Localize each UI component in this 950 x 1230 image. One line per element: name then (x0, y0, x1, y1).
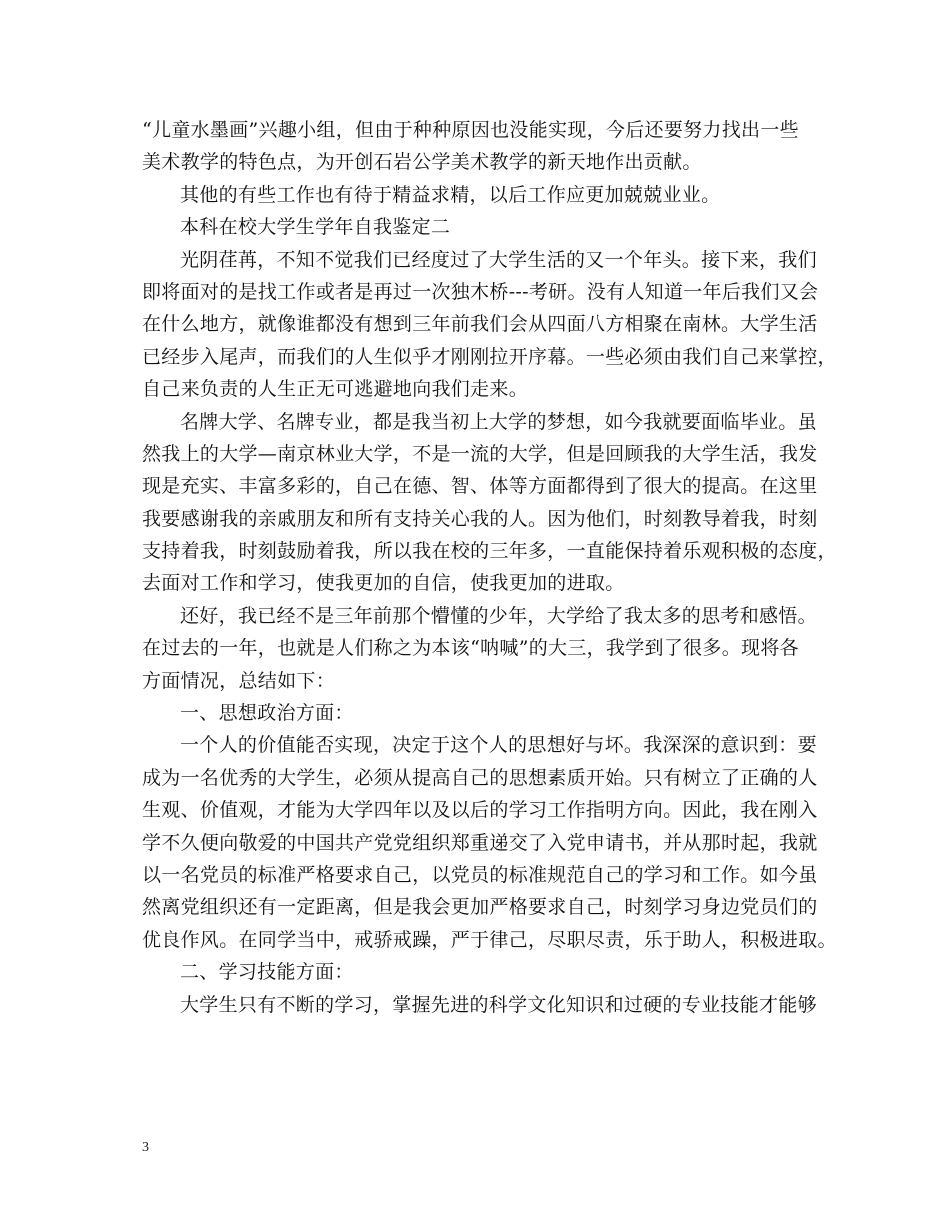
text-line: 我要感谢我的亲戚朋友和所有支持关心我的人。因为他们，时刻教导着我，时刻 (142, 507, 818, 530)
text-line: 即将面对的是找工作或者是再过一次独木桥---考研。没有人知道一年后我们又会 (142, 280, 819, 303)
text-line: 支持着我，时刻鼓励着我，所以我在校的三年多，一直能保持着乐观积极的态度， (142, 540, 837, 563)
text-line: 现是充实、丰富多彩的，自己在德、智、体等方面都得到了很大的提高。在这里 (142, 475, 818, 498)
text-line: 学不久便向敬爱的中国共产党党组织郑重递交了入党申请书，并从那时起，我就 (142, 831, 818, 854)
text-line: 然离党组织还有一定距离，但是我会更加严格要求自己，时刻学习身边党员们的 (142, 896, 818, 919)
text-line: 本科在校大学生学年自我鉴定二 (180, 216, 451, 239)
text-line: 其他的有些工作也有待于精益求精，以后工作应更加兢兢业业。 (180, 183, 721, 206)
document-body (142, 114, 837, 1021)
text-line: 光阴荏苒，不知不觉我们已经度过了大学生活的又一个年头。接下来，我们 (180, 248, 817, 271)
text-line: 方面情况，总结如下： (142, 669, 336, 692)
text-line: 成为一名优秀的大学生，必须从提高自己的思想素质开始。只有树立了正确的人 (142, 766, 818, 789)
text-line: 生观、价值观，才能为大学四年以及以后的学习工作指明方向。因此，我在刚入 (142, 799, 818, 822)
text-line: 二、学习技能方面： (180, 961, 354, 984)
text-line: 美术教学的特色点，为开创石岩公学美术教学的新天地作出贡献。 (142, 151, 702, 174)
text-line: 一、思想政治方面： (180, 702, 354, 725)
text-line: 已经步入尾声，而我们的人生似乎才刚刚拉开序幕。一些必须由我们自己来掌控， (142, 345, 837, 368)
text-line: 然我上的大学—南京林业大学，不是一流的大学，但是回顾我的大学生活，我发 (142, 442, 818, 465)
text-line: 以一名党员的标准严格要求自己，以党员的标准规范自己的学习和工作。如今虽 (142, 863, 818, 886)
page-number: 3 (142, 1140, 149, 1155)
text-line: 在过去的一年，也就是人们称之为本该“呐喊”的大三，我学到了很多。现将各 (142, 637, 799, 660)
text-line: 在什么地方，就像谁都没有想到三年前我们会从四面八方相聚在南林。大学生活 (142, 313, 818, 336)
text-line: 还好，我已经不是三年前那个懵懂的少年，大学给了我太多的思考和感悟。 (180, 604, 817, 627)
text-line: 大学生只有不断的学习，掌握先进的科学文化知识和过硬的专业技能才能够 (180, 993, 817, 1016)
text-line: 一个人的价值能否实现，决定于这个人的思想好与坏。我深深的意识到：要 (180, 734, 817, 757)
text-line: 自己来负责的人生正无可逃避地向我们走来。 (142, 378, 529, 401)
text-line: 优良作风。在同学当中，戒骄戒躁，严于律己，尽职尽责，乐于助人，积极进取。 (142, 928, 837, 951)
text-line: “儿童水墨画”兴趣小组，但由于种种原因也没能实现，今后还要努力找出一些 (142, 119, 799, 141)
text-line: 去面对工作和学习，使我更加的自信，使我更加的进取。 (142, 572, 625, 595)
text-line: 名牌大学、名牌专业，都是我当初上大学的梦想，如今我就要面临毕业。虽 (180, 410, 817, 433)
